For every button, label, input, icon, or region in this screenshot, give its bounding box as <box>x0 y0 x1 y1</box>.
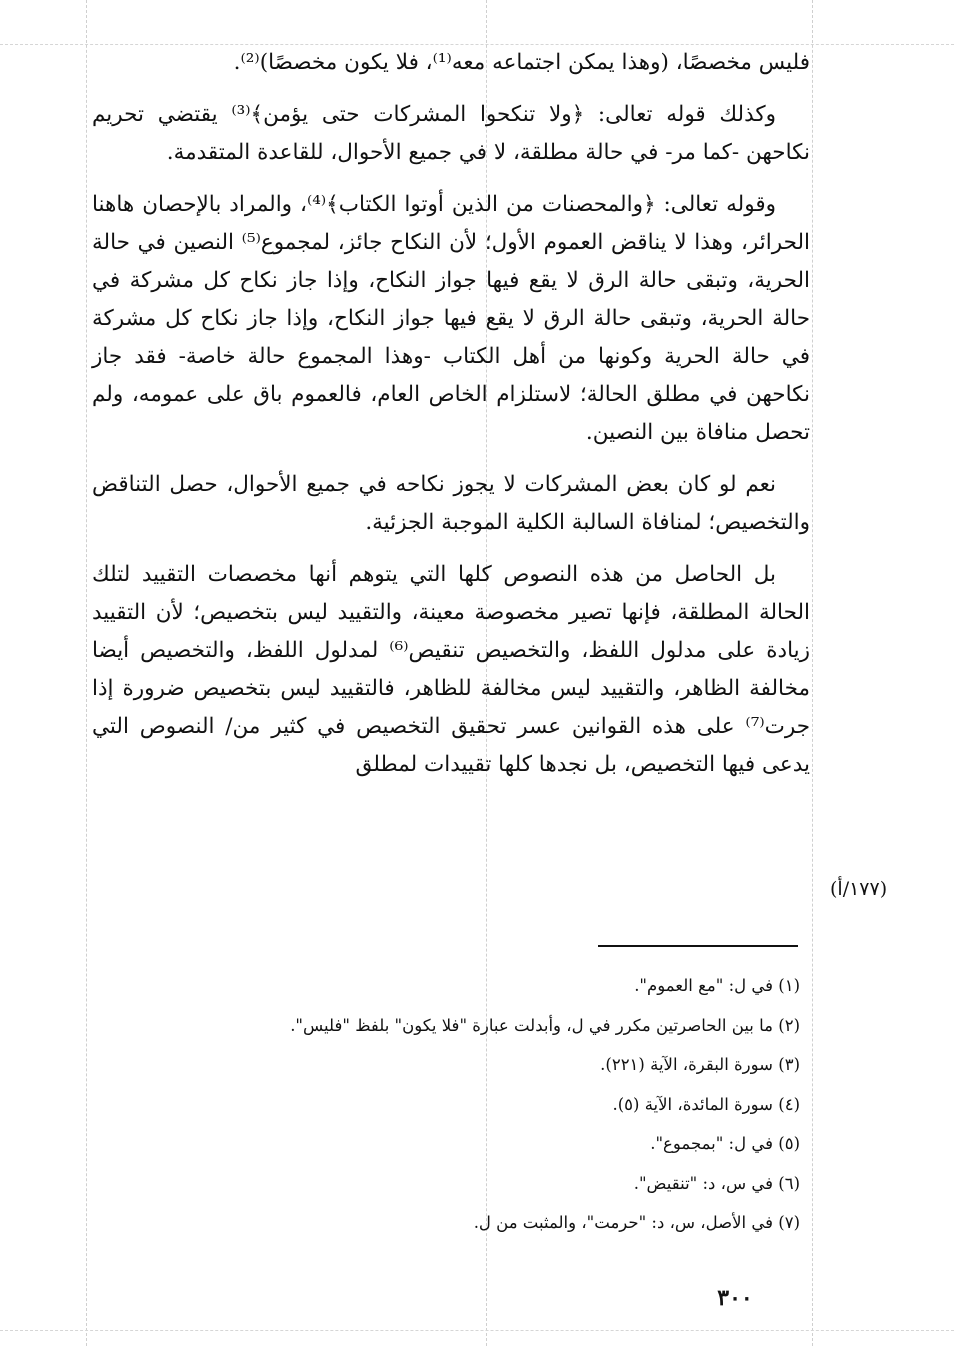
footnote: (٢) ما بين الحاصرتين مكرر في ل، وأبدلت عبارة "فلا يكون" بلفظ "فليس". <box>290 1015 800 1035</box>
paragraph: بل الحاصل من هذه النصوص كلها التي يتوهم أنها مخصصات التقييد لتلك الحالة المطلقة، فإنها تصير مخصوصة معينة، والتقييد ليس بتخصيص؛ لأن التقييد زيادة على مدلول اللفظ، والتخصيص تنقيص⁽⁶⁾ لمدلول اللفظ، والتخصيص أيضا مخالفة الظاهر، والتقييد ليس مخالفة للظاهر، فالتقييد ليس بتخصيص ضرورة إذا جرت⁽⁷⁾ على هذه القوانين عسر تحقيق التخصيص في كثير من/ النصوص التي يدعى فيها التخصيص، بل نجدها كلها تقييدات لمطلق <box>92 562 810 777</box>
footnote: (٤) سورة المائدة، الآية (٥). <box>612 1094 800 1114</box>
scan-guide-line <box>86 0 87 1346</box>
footnote: (٣) سورة البقرة، الآية (٢٢١). <box>600 1055 800 1074</box>
footnote: (٧) في الأصل، س، د: "حرمت"، والمثبت من ل. <box>473 1213 800 1232</box>
footnote: (٦) في س، د: "تنقيض". <box>633 1173 800 1193</box>
manuscript-folio-marker: (١٧٧/أ) <box>830 878 888 900</box>
main-text <box>92 44 810 798</box>
footnote: (١) في ل: "مع العموم". <box>634 976 800 995</box>
paragraph: وكذلك قوله تعالى: ﴿ولا تنكحوا المشركات حتى يؤمن﴾⁽³⁾ يقتضي تحريم نكاحهن -كما مر- في حالة مطلقة، لا في جميع الأحوال، للقاعدة المتقدمة. <box>92 102 810 165</box>
paragraph: نعم لو كان بعض المشركات لا يجوز نكاحه في جميع الأحوال، حصل التناقض والتخصيص؛ لمنافاة السالبة الكلية الموجبة الجزئية. <box>92 472 810 535</box>
page-number: ٣٠٠ <box>717 1285 753 1311</box>
footnotes <box>200 966 800 1243</box>
paragraph: وقوله تعالى: ﴿والمحصنات من الذين أوتوا الكتاب﴾⁽⁴⁾، والمراد بالإحصان هاهنا الحرائر، وهذا لا يناقض العموم الأول؛ لأن النكاح جائز، لمجموع⁽⁵⁾ النصين في حالة الحرية، وتبقى حالة الرق لا يقع فيها جواز النكاح، وإذا جاز نكاح كل مشركة في حالة الحرية، وتبقى حالة الرق لا يقع فيها جواز النكاح، وإذا جاز نكاح كل مشركة في حالة الحرية وكونها من أهل الكتاب -وهذا المجموع حالة خاصة- فقد جاز نكاحهن في مطلق الحالة؛ لاستلزام الخاص العام، فالعموم باق على عمومه، ولم تحصل منافاة بين النصين. <box>92 192 810 445</box>
scan-guide-line <box>812 0 813 1346</box>
footnote: (٥) في ل: "بمجموع". <box>650 1134 800 1153</box>
scan-guide-line <box>0 1330 954 1331</box>
footnote-separator <box>598 945 798 947</box>
paragraph: فليس مخصصًا، (وهذا يمكن اجتماعه معه⁽¹⁾، فلا يكون مخصصًا)⁽²⁾. <box>233 50 810 75</box>
